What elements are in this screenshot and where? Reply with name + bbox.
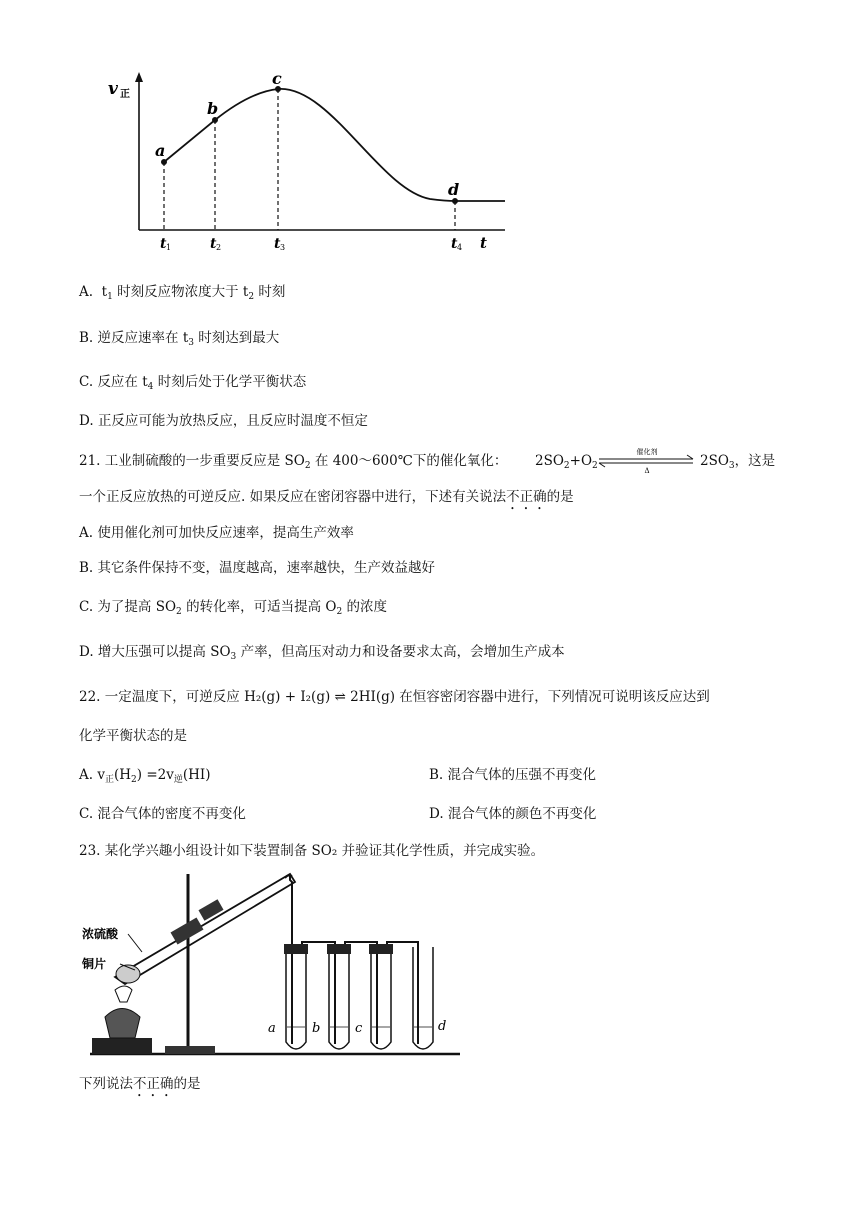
q20-option-d: D. 正反应可能为放热反应，且反应时温度不恒定: [79, 413, 368, 429]
q22-option-b: B. 混合气体的压强不再变化: [429, 767, 597, 783]
q22-option-d: D. 混合气体的颜色不再变化: [429, 806, 597, 822]
q22-option-c: C. 混合气体的密度不再变化: [79, 806, 246, 822]
point-a-label: a: [155, 141, 166, 160]
svg-text:c: c: [355, 1021, 363, 1036]
q23-stem: 23. 某化学兴趣小组设计如下装置制备 SO₂ 并验证其化学性质，并完成实验。: [79, 843, 545, 859]
q23-question: 下列说法不正确的是: [79, 1076, 201, 1092]
tick-t4-sub: 4: [457, 243, 463, 252]
svg-text:d: d: [438, 1019, 447, 1034]
svg-text:Δ: Δ: [644, 467, 650, 475]
svg-text:催化剂: 催化剂: [636, 448, 658, 456]
q22-stem-line2: 化学平衡状态的是: [79, 728, 187, 744]
q21-stem-line2: 一个正反应放热的可逆反应. 如果反应在密闭容器中进行，下述有关说法不正确的是: [79, 489, 574, 505]
tick-t4: t: [451, 236, 458, 252]
q21-option-d: D. 增大压强可以提高 $SO_3$ 产率，但高压对动力和设备要求太高，会增加生产成本: [79, 644, 565, 662]
q21-equation: $2SO_2+O_2$: [535, 453, 598, 471]
svg-text:a: a: [268, 1021, 276, 1036]
q20-option-b: B. 逆反应速率在 $t_3$ 时刻达到最大: [79, 330, 280, 348]
apparatus-diagram: [80, 872, 470, 1062]
tick-t3-sub: 3: [280, 243, 286, 252]
point-b-label: b: [207, 99, 219, 118]
tick-t2: t: [210, 236, 217, 252]
tick-t3: t: [274, 236, 281, 252]
y-axis-label-sub: 正: [120, 89, 130, 100]
point-c-label: c: [272, 70, 282, 88]
tick-t2-sub: 2: [216, 243, 222, 252]
q22-option-a: A. $v_正(H_2) =2v_逆(HI)$: [79, 767, 211, 785]
q22-stem-line1: 22. 一定温度下，可逆反应 H₂(g) + I₂(g) ⇌ 2HI(g) 在恒容密闭容器中进行，下列情况可说明该反应达到: [79, 689, 710, 705]
reversible-arrow-icon: [597, 446, 697, 476]
y-axis-arrow: [135, 72, 143, 82]
svg-text:铜片: 铜片: [82, 957, 107, 971]
q21-option-a: A. 使用催化剂可加快反应速率，提高生产效率: [79, 525, 354, 541]
q21-stem-line1: 21. 工业制硫酸的一步重要反应是 $SO_2$ 在 400～600℃下的催化氧化：: [79, 453, 508, 471]
svg-text:浓硫酸: 浓硫酸: [82, 927, 119, 941]
point-d-label: d: [448, 180, 460, 199]
svg-text:b: b: [312, 1021, 321, 1036]
tick-t1: t: [160, 236, 167, 252]
q20-option-a: A. $t_1$ 时刻反应物浓度大于 $t_2$ 时刻: [79, 284, 286, 302]
q21-option-b: B. 其它条件保持不变，温度越高，速率越快，生产效益越好: [79, 560, 436, 576]
tick-t1-sub: 1: [166, 243, 172, 252]
q21-equation-right: $2SO_3$，这是: [700, 453, 776, 471]
q21-option-c: C. 为了提高 $SO_2$ 的转化率，可适当提高 $O_2$ 的浓度: [79, 599, 387, 617]
x-axis-label: t: [480, 234, 487, 252]
velocity-time-graph: [100, 70, 520, 255]
q20-option-c: C. 反应在 $t_4$ 时刻后处于化学平衡状态: [79, 374, 307, 392]
y-axis-label: v: [108, 79, 118, 99]
